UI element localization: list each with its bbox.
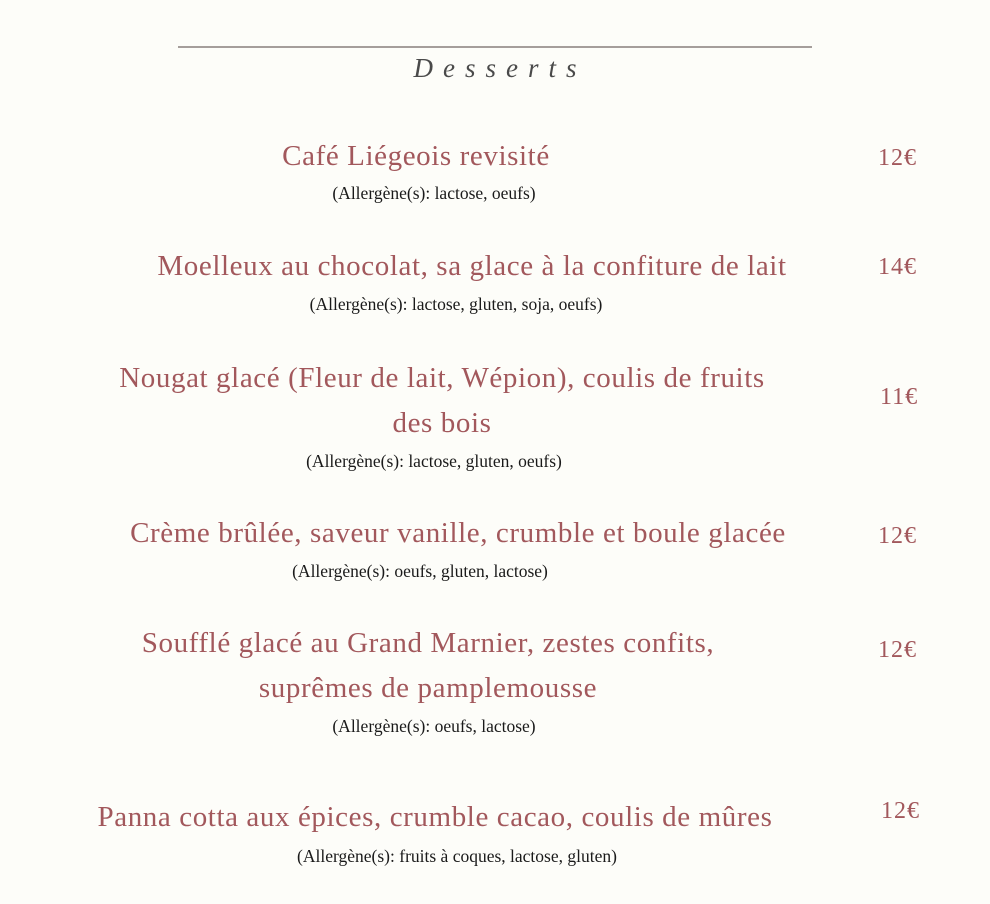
dessert-name-6	[50, 795, 820, 839]
dessert-price-4: 12€	[878, 523, 917, 549]
dessert-allergens-6: (Allergène(s): fruits à coques, lactose, gluten)	[297, 846, 617, 866]
dessert-name-3	[60, 356, 824, 400]
section-divider	[178, 46, 812, 48]
dessert-price-5: 12€	[878, 637, 917, 663]
dessert-name-2	[96, 244, 848, 288]
dessert-name-1	[216, 134, 616, 178]
dessert-name-5	[90, 621, 766, 665]
dessert-name-4	[80, 511, 836, 555]
dessert-allergens-3: (Allergène(s): lactose, gluten, oeufs)	[306, 451, 562, 471]
dessert-name-line: Moelleux au chocolat, sa glace à la confiture de lait	[157, 250, 787, 282]
dessert-name-line: des bois	[392, 407, 492, 439]
dessert-price-2: 14€	[878, 254, 917, 280]
dessert-price-1: 12€	[878, 145, 917, 171]
dessert-name-line: Café Liégeois revisité	[282, 140, 550, 172]
dessert-name-line: Panna cotta aux épices, crumble cacao, coulis de mûres	[97, 801, 773, 833]
dessert-allergens-1: (Allergène(s): lactose, oeufs)	[332, 183, 536, 203]
dessert-name-line: suprêmes de pamplemousse	[258, 672, 598, 704]
dessert-name-5-cont	[90, 666, 766, 710]
dessert-price-3: 11€	[880, 384, 919, 410]
dessert-allergens-4: (Allergène(s): oeufs, gluten, lactose)	[292, 561, 548, 581]
section-title: Desserts	[413, 53, 587, 83]
dessert-name-line: Crème brûlée, saveur vanille, crumble et boule glacée	[130, 517, 786, 549]
dessert-name-line: Nougat glacé (Fleur de lait, Wépion), coulis de fruits	[119, 362, 765, 394]
dessert-price-6: 12€	[881, 798, 920, 824]
dessert-name-3-cont	[60, 401, 824, 445]
dessert-allergens-5: (Allergène(s): oeufs, lactose)	[332, 716, 536, 736]
dessert-allergens-2: (Allergène(s): lactose, gluten, soja, oeufs)	[309, 294, 603, 314]
dessert-name-line: Soufflé glacé au Grand Marnier, zestes confits,	[141, 627, 715, 659]
